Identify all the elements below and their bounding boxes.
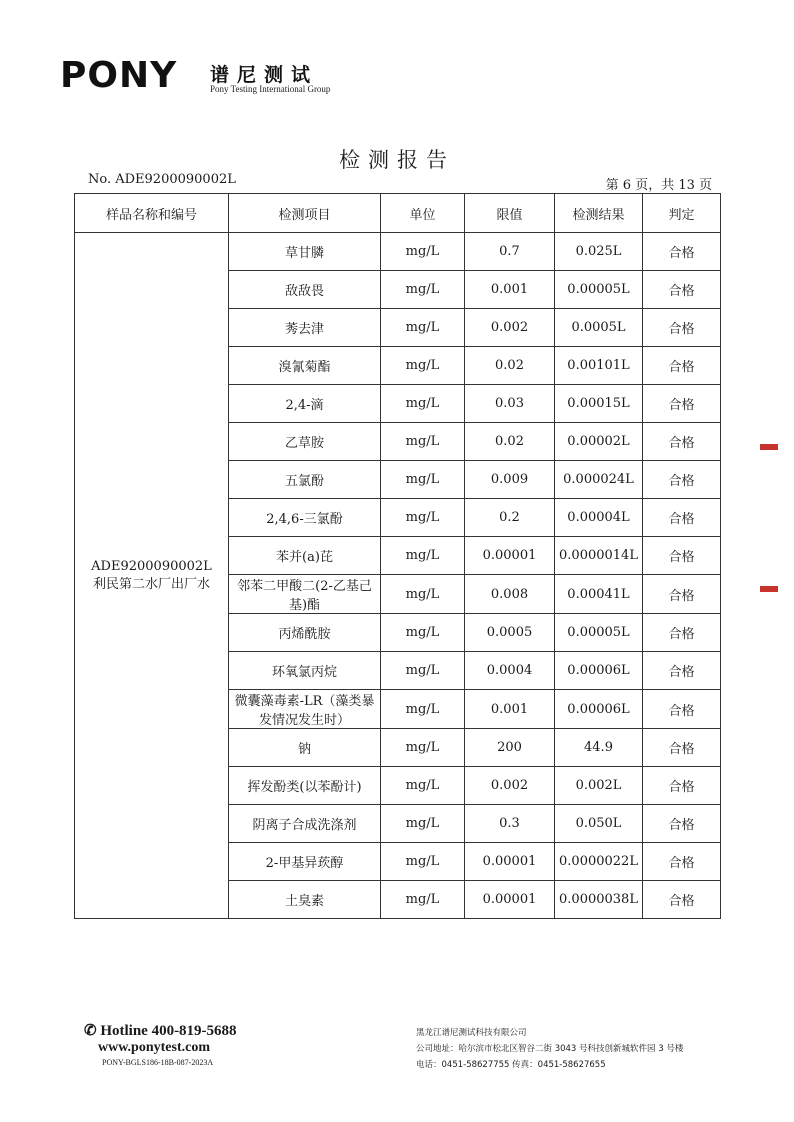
test-item: 莠去津	[229, 309, 381, 347]
logo-wordmark: PONY	[60, 55, 178, 96]
company-address: 公司地址：哈尔滨市松北区智谷二街 3043 号科技创新城软件园 3 号楼	[416, 1044, 684, 1054]
header-unit: 单位	[381, 194, 465, 233]
logo-company-cn: 谱尼测试	[210, 64, 319, 86]
limit-value: 0.02	[465, 423, 555, 461]
test-item: 敌敌畏	[229, 271, 381, 309]
logo-company-en: Pony Testing International Group	[210, 84, 331, 94]
verdict: 合格	[643, 652, 721, 690]
limit-value: 0.02	[465, 347, 555, 385]
test-item: 土臭素	[229, 881, 381, 919]
seal-mark-bottom	[760, 586, 778, 592]
verdict: 合格	[643, 537, 721, 575]
unit: mg/L	[381, 729, 465, 767]
limit-value: 0.00001	[465, 537, 555, 575]
test-result: 0.0000038L	[555, 881, 643, 919]
results-table	[74, 193, 721, 919]
test-item: 溴氰菊酯	[229, 347, 381, 385]
header-sample: 样品名称和编号	[75, 194, 229, 233]
test-result: 0.050L	[555, 805, 643, 843]
test-item: 苯并(a)芘	[229, 537, 381, 575]
verdict: 合格	[643, 690, 721, 729]
header-result: 检测结果	[555, 194, 643, 233]
unit: mg/L	[381, 690, 465, 729]
report-title: 检测报告	[339, 148, 455, 172]
test-result: 0.00005L	[555, 271, 643, 309]
limit-value: 0.2	[465, 499, 555, 537]
unit: mg/L	[381, 461, 465, 499]
table-row	[75, 233, 721, 271]
verdict: 合格	[643, 233, 721, 271]
limit-value: 0.0005	[465, 614, 555, 652]
verdict: 合格	[643, 423, 721, 461]
unit: mg/L	[381, 233, 465, 271]
test-item: 乙草胺	[229, 423, 381, 461]
test-result: 0.00006L	[555, 690, 643, 729]
verdict: 合格	[643, 843, 721, 881]
limit-value: 200	[465, 729, 555, 767]
limit-value: 0.03	[465, 385, 555, 423]
sample-name: 利民第二水厂出厂水	[92, 576, 210, 592]
limit-value: 0.7	[465, 233, 555, 271]
test-item: 邻苯二甲酸二(2-乙基己基)酯	[229, 575, 381, 614]
limit-value: 0.00001	[465, 881, 555, 919]
test-item: 2,4-滴	[229, 385, 381, 423]
table-header-row	[75, 194, 721, 233]
company-phone: 电话：0451-58627755 传真：0451-58627655	[416, 1060, 606, 1070]
verdict: 合格	[643, 767, 721, 805]
page-indicator: 第 6 页，共 13 页	[605, 178, 712, 193]
unit: mg/L	[381, 614, 465, 652]
test-item: 2,4,6-三氯酚	[229, 499, 381, 537]
limit-value: 0.009	[465, 461, 555, 499]
test-result: 0.00004L	[555, 499, 643, 537]
company-info	[416, 1025, 683, 1073]
limit-value: 0.001	[465, 271, 555, 309]
unit: mg/L	[381, 843, 465, 881]
unit: mg/L	[381, 271, 465, 309]
unit: mg/L	[381, 385, 465, 423]
verdict: 合格	[643, 881, 721, 919]
test-result: 0.002L	[555, 767, 643, 805]
test-item: 微囊藻毒素-LR（藻类暴发情况发生时）	[229, 690, 381, 729]
test-result: 0.00101L	[555, 347, 643, 385]
limit-value: 0.002	[465, 767, 555, 805]
test-result: 0.00005L	[555, 614, 643, 652]
test-item: 钠	[229, 729, 381, 767]
limit-value: 0.0004	[465, 652, 555, 690]
test-item: 2-甲基异莰醇	[229, 843, 381, 881]
verdict: 合格	[643, 385, 721, 423]
test-result: 0.00015L	[555, 385, 643, 423]
verdict: 合格	[643, 614, 721, 652]
verdict: 合格	[643, 575, 721, 614]
unit: mg/L	[381, 537, 465, 575]
header-limit: 限值	[465, 194, 555, 233]
header-verdict: 判定	[643, 194, 721, 233]
sample-code: ADE9200090002L	[91, 558, 212, 574]
verdict: 合格	[643, 805, 721, 843]
test-item: 环氧氯丙烷	[229, 652, 381, 690]
hotline: ✆ Hotline 400-819-5688	[84, 1023, 237, 1039]
limit-value: 0.00001	[465, 843, 555, 881]
verdict: 合格	[643, 271, 721, 309]
test-result: 0.0000014L	[555, 537, 643, 575]
test-result: 0.0000022L	[555, 843, 643, 881]
test-item: 五氯酚	[229, 461, 381, 499]
test-item: 阴离子合成洗涤剂	[229, 805, 381, 843]
limit-value: 0.3	[465, 805, 555, 843]
test-result: 0.000024L	[555, 461, 643, 499]
header-item: 检测项目	[229, 194, 381, 233]
table-body	[75, 233, 721, 919]
unit: mg/L	[381, 347, 465, 385]
test-result: 0.025L	[555, 233, 643, 271]
website-link[interactable]: www.ponytest.com	[98, 1040, 210, 1055]
company-name: 黑龙江谱尼测试科技有限公司	[416, 1028, 527, 1038]
test-result: 44.9	[555, 729, 643, 767]
test-item: 挥发酚类(以苯酚计)	[229, 767, 381, 805]
unit: mg/L	[381, 309, 465, 347]
verdict: 合格	[643, 309, 721, 347]
sample-cell	[75, 233, 229, 919]
unit: mg/L	[381, 881, 465, 919]
unit: mg/L	[381, 575, 465, 614]
unit: mg/L	[381, 652, 465, 690]
unit: mg/L	[381, 767, 465, 805]
test-result: 0.00002L	[555, 423, 643, 461]
test-result: 0.0005L	[555, 309, 643, 347]
unit: mg/L	[381, 805, 465, 843]
verdict: 合格	[643, 461, 721, 499]
test-result: 0.00041L	[555, 575, 643, 614]
unit: mg/L	[381, 423, 465, 461]
verdict: 合格	[643, 729, 721, 767]
test-item: 丙烯酰胺	[229, 614, 381, 652]
test-result: 0.00006L	[555, 652, 643, 690]
test-item: 草甘膦	[229, 233, 381, 271]
unit: mg/L	[381, 499, 465, 537]
limit-value: 0.008	[465, 575, 555, 614]
verdict: 合格	[643, 347, 721, 385]
limit-value: 0.001	[465, 690, 555, 729]
document-code: PONY-BGLS186-18B-087-2023A	[102, 1058, 214, 1067]
seal-mark-top	[760, 444, 778, 450]
limit-value: 0.002	[465, 309, 555, 347]
verdict: 合格	[643, 499, 721, 537]
report-number: No. ADE9200090002L	[88, 172, 236, 187]
